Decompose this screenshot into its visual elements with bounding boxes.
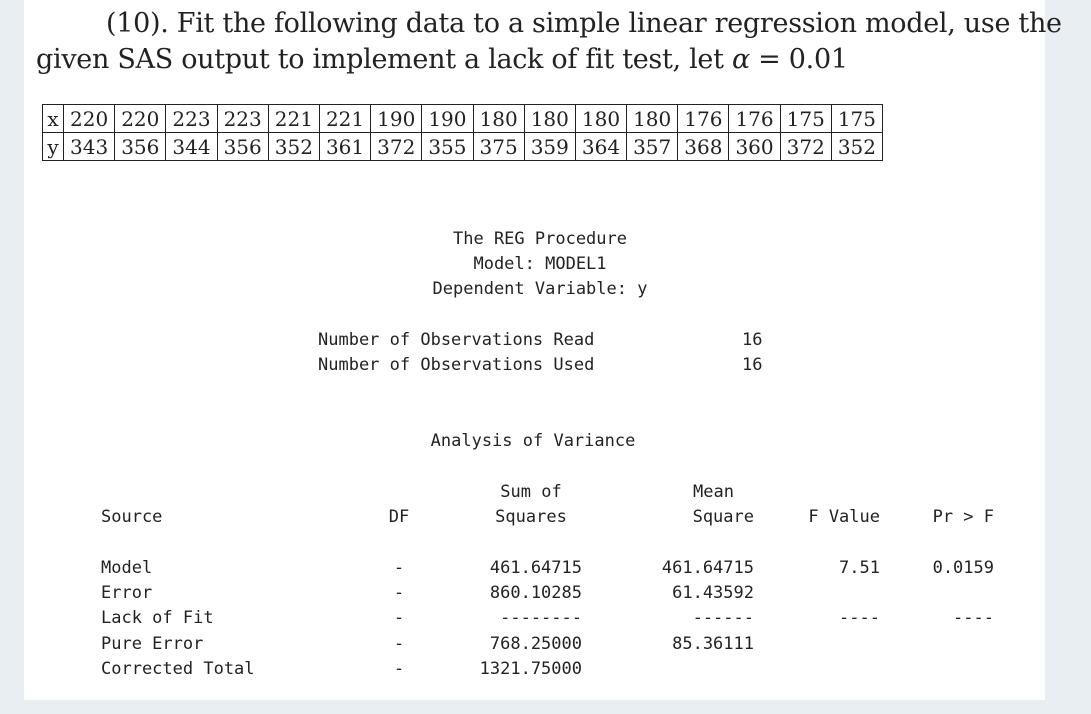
- anova-ms: 461.64715: [661, 558, 754, 578]
- header-ms-line2: Square: [692, 507, 754, 527]
- header-p: Pr > F: [932, 507, 994, 527]
- header-f: F Value: [808, 507, 880, 527]
- anova-f: ----: [839, 608, 880, 629]
- y-value-cell: 359: [524, 133, 575, 161]
- dependent-variable: Dependent Variable: y: [432, 279, 648, 299]
- x-value-cell: 221: [268, 105, 319, 133]
- x-value-cell: 180: [627, 105, 678, 133]
- x-row: [43, 105, 883, 133]
- header-ms-line1-wrap: [644, 482, 754, 502]
- problem-line-2: [36, 42, 1036, 78]
- anova-f: 7.51: [839, 558, 880, 578]
- x-value-cell: 190: [422, 105, 473, 133]
- anova-df: -: [393, 658, 405, 679]
- y-value-cell: 356: [217, 133, 268, 161]
- header-ss-line1: Sum of: [500, 482, 562, 502]
- anova-df: -: [393, 633, 405, 654]
- anova-source: Lack of Fit: [101, 608, 214, 629]
- anova-df: -: [393, 608, 405, 629]
- y-value-cell: 355: [422, 133, 473, 161]
- obs-used-value: 16: [742, 355, 763, 375]
- y-value-cell: 357: [627, 133, 678, 161]
- y-value-cell: 360: [729, 133, 780, 161]
- y-value-cell: 352: [831, 133, 882, 161]
- x-value-cell: 223: [217, 105, 268, 133]
- x-value-cell: 176: [678, 105, 729, 133]
- x-value-cell: 190: [371, 105, 422, 133]
- y-value-cell: 372: [371, 133, 422, 161]
- header-df: DF: [388, 507, 410, 527]
- y-value-cell: 375: [473, 133, 524, 161]
- y-value-cell: 364: [575, 133, 626, 161]
- anova-ss: 768.25000: [489, 633, 582, 654]
- x-value-cell: 176: [729, 105, 780, 133]
- y-value-cell: 368: [678, 133, 729, 161]
- x-row-label: x: [43, 105, 64, 133]
- anova-title: Analysis of Variance: [430, 431, 636, 451]
- anova-source: Error: [101, 583, 153, 604]
- alpha-value: = 0.01: [749, 44, 848, 75]
- y-row-label: y: [43, 133, 64, 161]
- header-ss-line2: Squares: [495, 507, 567, 527]
- anova-p: ----: [953, 608, 994, 629]
- x-value-cell: 180: [524, 105, 575, 133]
- obs-read-label: Number of Observations Read: [318, 330, 595, 350]
- anova-ss: --------: [500, 608, 582, 629]
- x-value-cell: 175: [780, 105, 831, 133]
- obs-read-value: 16: [742, 330, 763, 350]
- anova-ms: 85.36111: [672, 633, 754, 654]
- y-value-cell: 352: [268, 133, 319, 161]
- y-value-cell: 344: [166, 133, 217, 161]
- anova-ms: ------: [692, 608, 754, 629]
- anova-ms: 61.43592: [672, 583, 754, 604]
- header-source: Source: [101, 507, 163, 527]
- x-value-cell: 221: [319, 105, 370, 133]
- anova-p: 0.0159: [932, 558, 994, 578]
- y-value-cell: 361: [319, 133, 370, 161]
- page: [24, 0, 1062, 700]
- anova-df: -: [393, 558, 405, 578]
- problem-statement: [36, 6, 1062, 78]
- x-value-cell: 180: [575, 105, 626, 133]
- anova-df: -: [393, 583, 405, 604]
- obs-used-label: Number of Observations Used: [318, 355, 595, 375]
- x-value-cell: 220: [64, 105, 115, 133]
- anova-ss: 1321.75000: [479, 658, 582, 679]
- data-table: [42, 104, 883, 161]
- anova-source: Model: [101, 558, 153, 578]
- problem-line-1: (10). Fit the following data to a simple linear regression model, use the: [106, 8, 1062, 39]
- y-value-cell: 356: [115, 133, 166, 161]
- x-value-cell: 180: [473, 105, 524, 133]
- anova-source: Pure Error: [101, 633, 204, 654]
- x-value-cell: 175: [831, 105, 882, 133]
- x-value-cell: 223: [166, 105, 217, 133]
- model-name: Model: MODEL1: [473, 254, 607, 274]
- y-row: [43, 133, 883, 161]
- problem-line-2-text: given SAS output to implement a lack of fit test, let: [36, 44, 732, 75]
- y-value-cell: 372: [780, 133, 831, 161]
- anova-source: Corrected Total: [101, 658, 255, 679]
- y-value-cell: 343: [64, 133, 115, 161]
- header-ms-line1: Mean: [693, 482, 734, 502]
- alpha-symbol: α: [731, 44, 750, 75]
- proc-title: The REG Procedure: [453, 229, 627, 249]
- anova-ss: 860.10285: [489, 583, 582, 604]
- x-value-cell: 220: [115, 105, 166, 133]
- anova-ss: 461.64715: [489, 558, 582, 578]
